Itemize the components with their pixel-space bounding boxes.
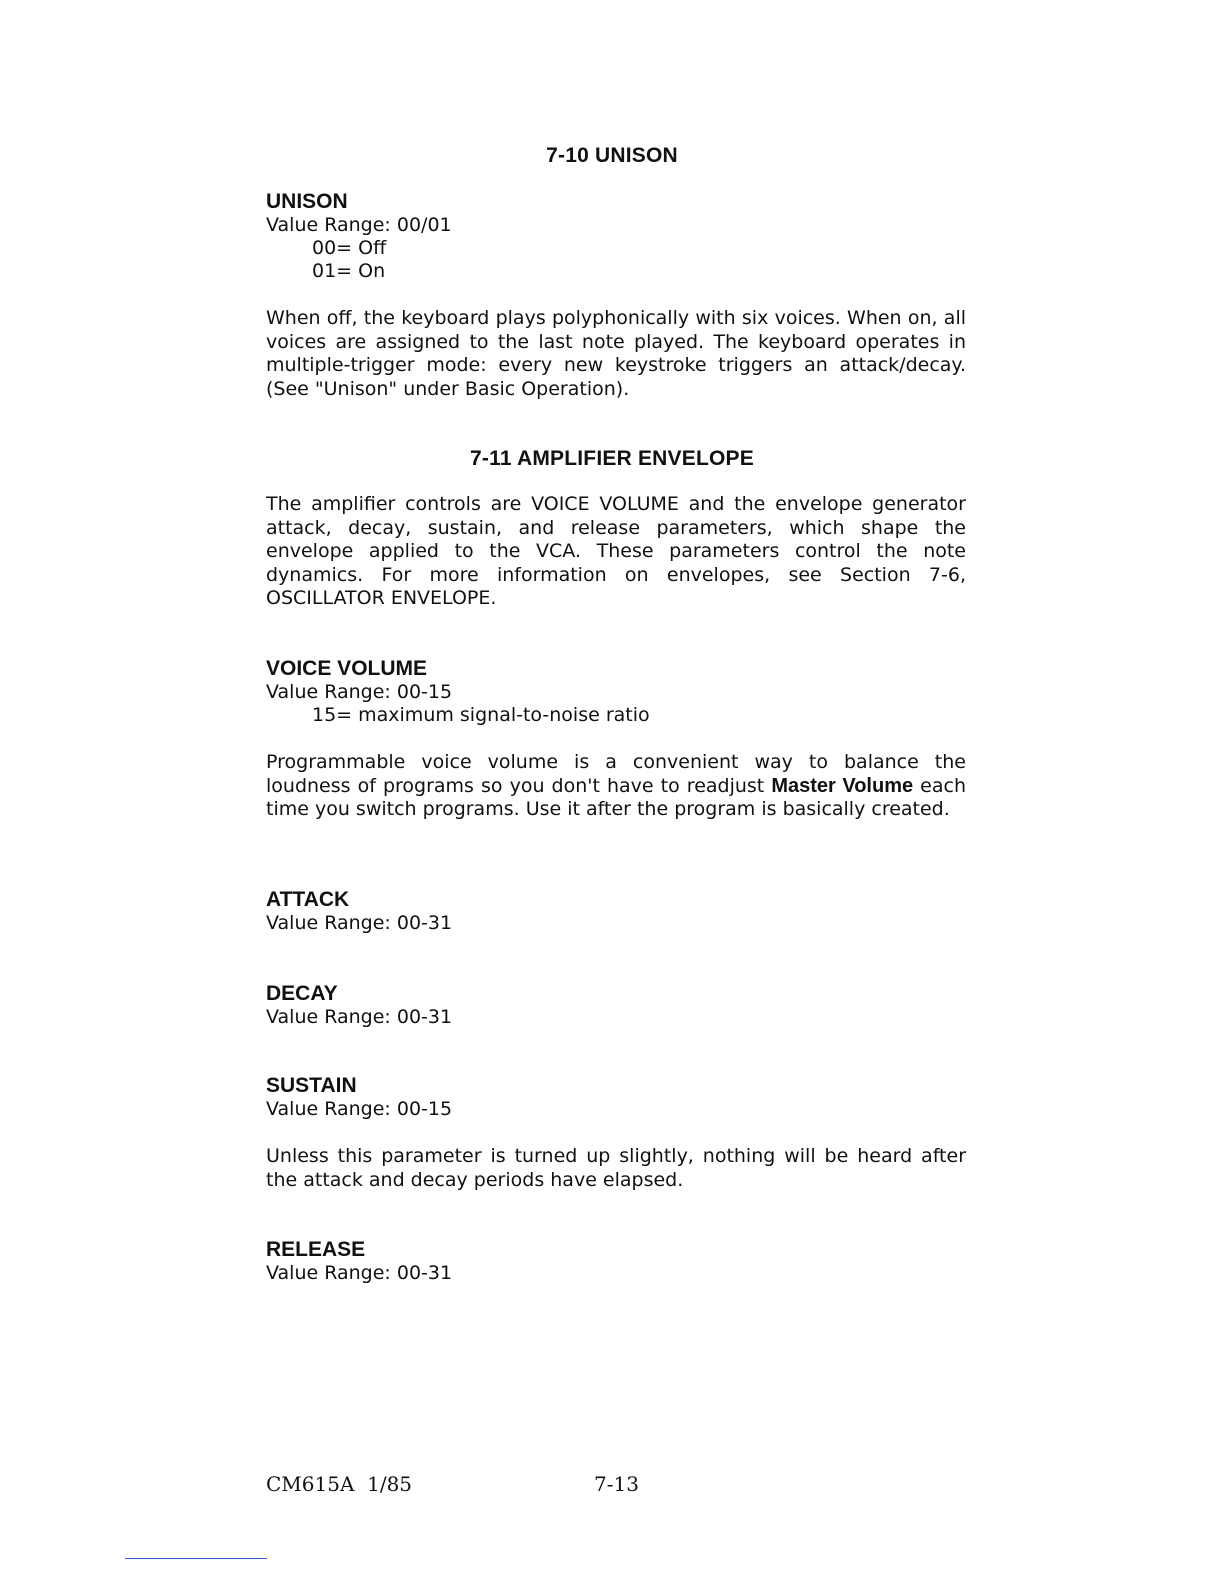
voice-volume-note: 15= maximum signal-to-noise ratio: [312, 704, 650, 726]
voice-volume-description-text-end: each time you switch programs. Use it after the program is basically created.: [266, 774, 966, 820]
param-name-attack: ATTACK: [266, 888, 350, 911]
value-range-unison: Value Range: 00/01: [266, 214, 452, 236]
param-block-release: [266, 1238, 966, 1285]
param-name-decay: DECAY: [266, 982, 338, 1005]
param-block-attack: [266, 888, 966, 935]
param-name-sustain: SUSTAIN: [266, 1074, 357, 1097]
option-on: 01= On: [312, 260, 386, 282]
param-name-release: RELEASE: [266, 1238, 366, 1261]
param-block-unison: [266, 190, 966, 283]
footer-document-id: CM615A 1/85: [266, 1472, 413, 1496]
param-name-voice-volume: VOICE VOLUME: [266, 657, 428, 680]
value-range-voice-volume: Value Range: 00-15: [266, 681, 453, 703]
master-volume-emphasis: Master Volume: [771, 774, 914, 797]
voice-volume-description: [266, 751, 966, 822]
param-name-unison: UNISON: [266, 190, 348, 213]
param-block-decay: [266, 982, 966, 1029]
option-off: 00= Off: [312, 237, 387, 259]
value-range-sustain: Value Range: 00-15: [266, 1098, 453, 1120]
footnote-rule: [125, 1558, 267, 1559]
footer-page-number: 7-13: [594, 1472, 639, 1496]
voice-volume-description-text: Programmable voice volume is a convenient way to balance the loudness of programs so you don't have to readjust: [266, 751, 966, 797]
unison-description: When off, the keyboard plays polyphonically with six voices. When on, all voices are assigned to the last note played. The keyboard operates in multiple-trigger mode: every new keystroke triggers an attack/decay. (See "Unison" under Basic Operation).: [266, 307, 966, 400]
amplifier-envelope-description: The amplifier controls are VOICE VOLUME and the envelope generator attack, decay, sustain, and release parameters, which shape the envelope applied to the VCA. These parameters control the note dynamics. For more information on envelopes, see Section 7-6, OSCILLATOR ENVELOPE.: [266, 493, 966, 609]
section-heading-amplifier-envelope: 7-11 AMPLIFIER ENVELOPE: [470, 447, 754, 470]
param-block-voice-volume: [266, 657, 966, 727]
value-range-release: Value Range: 00-31: [266, 1262, 453, 1284]
param-block-sustain: [266, 1074, 966, 1121]
sustain-description: Unless this parameter is turned up slightly, nothing will be heard after the attack and decay periods have elapsed.: [266, 1145, 966, 1191]
value-range-decay: Value Range: 00-31: [266, 1006, 453, 1028]
value-range-attack: Value Range: 00-31: [266, 912, 453, 934]
section-heading-unison: 7-10 UNISON: [546, 144, 678, 167]
